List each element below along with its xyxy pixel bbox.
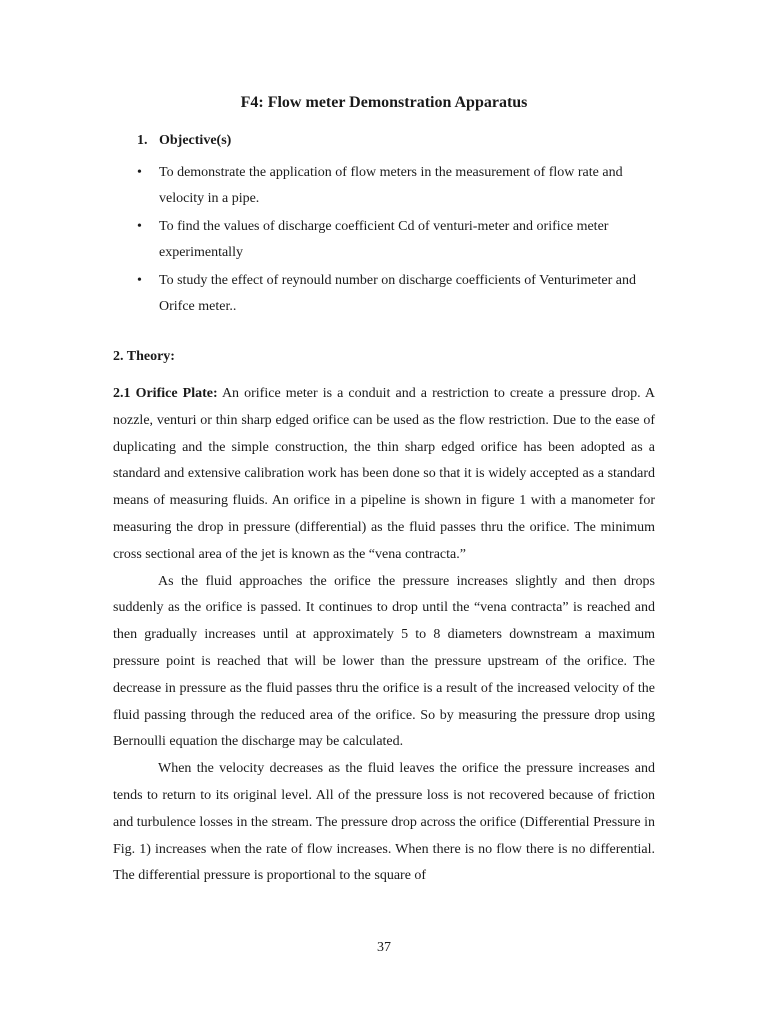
objective-text: To demonstrate the application of flow meters in the measurement of flow rate and velocity in a pipe. [159,165,623,206]
document-title: F4: Flow meter Demonstration Apparatus [240,94,528,111]
theory-heading: 2. Theory: [113,349,175,364]
objective-item [137,160,657,212]
theory-body [113,381,655,890]
bullet-icon: • [137,273,142,288]
theory-paragraph-1 [113,381,655,569]
bullet-icon: • [137,219,142,234]
objective-text: To find the values of discharge coefficient Cd of venturi-meter and orifice meter experimentally [159,219,609,260]
objective-item [137,214,657,266]
paragraph-text: An orifice meter is a conduit and a restriction to create a pressure drop. A nozzle, venturi or thin sharp edged orifice can be used as the flow restriction. Due to the ease of duplicating and the simple construction, the thin sharp edged orifice has been adopted as a standard and extensive calibration work has been done so that it is widely accepted as a standard means of measuring fluids. An orifice in a pipeline is shown in figure 1 with a manometer for measuring the drop in pressure (differential) as the fluid passes thru the orifice. The minimum cross sectional area of the jet is known as the “vena contracta.” [113,386,655,562]
bullet-icon: • [137,165,142,180]
page-number: 37 [377,940,391,955]
theory-paragraph-2: As the fluid approaches the orifice the pressure increases slightly and then drops suddenly as the orifice is passed. It continues to drop until the “vena contracta” is reached and then gradually increases until at approximately 5 to 8 diameters downstream a maximum pressure point is reached that will be lower than the pressure upstream of the orifice. The decrease in pressure as the fluid passes thru the orifice is a result of the increased velocity of the fluid passing through the reduced area of the orifice. So by measuring the pressure drop using Bernoulli equation the discharge may be calculated. [113,573,655,750]
theory-paragraph-3: When the velocity decreases as the fluid leaves the orifice the pressure increases and tends to return to its original level. All of the pressure loss is not recovered because of friction and turbulence losses in the stream. The pressure drop across the orifice (Differential Pressure in Fig. 1) increases when the rate of flow increases. When there is no flow there is no differential. The differential pressure is proportional to the square of [113,761,655,884]
objectives-number: 1. [137,133,148,148]
objectives-list [137,160,657,322]
objectives-heading [137,133,231,149]
objective-item [137,268,657,320]
objective-text: To study the effect of reynould number on discharge coefficients of Venturimeter and Orifce meter.. [159,273,636,314]
objectives-heading-text: Objective(s) [159,133,232,148]
subsection-label: 2.1 Orifice Plate: [113,386,218,401]
